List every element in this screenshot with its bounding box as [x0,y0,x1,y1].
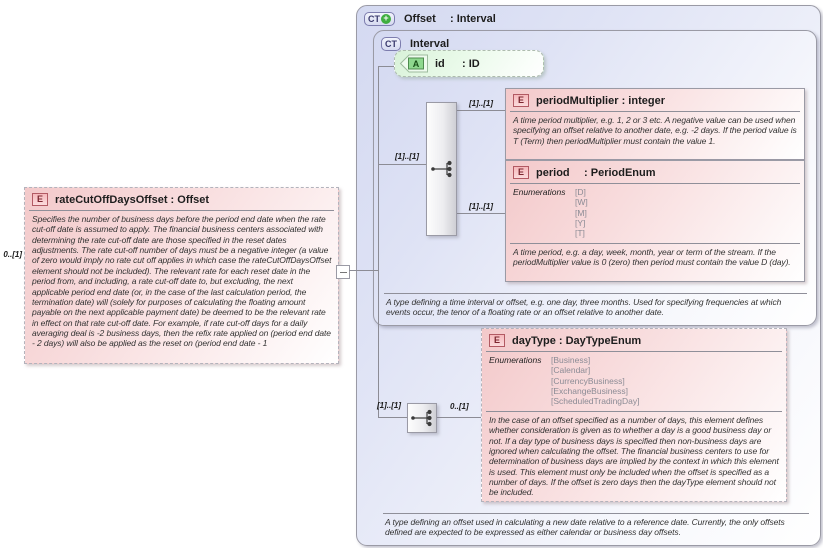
ratecutoff-title [55,194,209,206]
sequence-icon [410,408,434,428]
ratecutoff-description: Specifies the number of business days before the period end date when the rate cut-off date is assumed to apply. The financial business centers associated with determining the rate cut-off date are those specified in the reset dates adjustments. The rate cut-off number of days must be a negative integer (a value of zero would imply no rate cut off applies in which case the rateCutOffDaysOffset element should not be included). The relevant rate for each reset date in the period from, and including, a rate cut-off date to, but excluding, the next applicable period end date (or, in the case of the last calculation period, the termination date) will (solely for purposes of calculating the floating amount payable on the next applicable payment date) be deemed to be the relevant rate in effect on that rate cut-off date. For example, if rate cut-off days for a daily averaging deal is -2 business days, then the refix rate applied on (period end date - 2 days) will also be applied as the reset on (period end date - 1 [32,214,332,349]
offset-frame-header [364,12,496,26]
element-icon: E [513,166,529,179]
element-ratecutoffdaysoffset[interactable] [24,187,339,364]
enum-value: [W] [575,197,588,208]
complex-type-derived-icon [364,12,395,26]
ct-badge-label: CT [385,39,397,49]
offset-frame-title [404,13,496,25]
collapse-handle-icon[interactable] [336,265,350,279]
cardinality-label-sequence1: [1]..[1] [395,152,419,161]
attribute-icon [399,54,429,73]
enum-value: [ExchangeBusiness] [551,386,629,397]
period-enumerations [506,184,804,243]
daytype-type: : DayTypeEnum [558,334,642,347]
complex-type-icon [381,37,401,51]
enumeration-values [551,355,640,407]
enum-value: [T] [575,228,585,239]
element-period[interactable] [505,160,805,282]
element-icon: E [513,94,529,107]
interval-frame-header [381,37,449,51]
daytype-description: In the case of an offset specified as a number of days, this element defines whether consideration is given as to whether a day is a good business day or not. If a day type of business days is specified then non-business days are ignored when calculating the offset. The financial business centers to use for determination of business days are implied by the context in which this element is used. This element must only be included when the offset is specified as a number of days. If the offset is zero days then the dayType element should not be included. [489,414,779,498]
enum-value: [CurrencyBusiness] [551,375,625,386]
enum-value: [M] [575,207,587,218]
connector-line [379,164,426,165]
element-periodmultiplier[interactable] [505,88,805,160]
element-daytype[interactable] [481,328,787,502]
cardinality-label-periodmultiplier: [1]..[1] [469,99,493,108]
sequence-compositor[interactable] [407,403,437,433]
periodmultiplier-header [506,89,804,111]
cardinality-label-sequence2: [1]..[1] [377,401,401,410]
sequence-compositor[interactable] [426,102,457,236]
id-type: : ID [462,57,480,70]
connector-line [456,213,505,214]
interval-frame-title: Interval [410,38,450,50]
periodmultiplier-type: : integer [621,94,665,107]
id-attribute-title [435,58,480,70]
attribute-badge-label: A [412,59,420,69]
cardinality-label-period: [1]..[1] [469,202,493,211]
ct-badge-label: CT [368,14,380,24]
enum-value: [ScheduledTradingDay] [551,396,640,407]
period-type: : PeriodEnum [584,166,656,179]
connector-line [378,66,379,418]
interval-frame-description: A type defining a time interval or offset, e.g. one day, three months. Used for specifying frequencies at which events occur, the tenor of a floating rate or an offset relative to another date. [384,293,807,318]
periodmultiplier-name: periodMultiplier [536,94,619,107]
ratecutoff-name: rateCutOffDaysOffset [55,193,168,206]
enum-value: [Calendar] [551,365,591,376]
element-icon: E [489,334,505,347]
cardinality-label-ratecutoff: 0..[1] [3,250,22,259]
periodmultiplier-description: A time period multiplier, e.g. 1, 2 or 3 etc. A negative value can be used when specifying an offset relative to another date, e.g. -2 days. If the period value is T (Term) then periodMultiplier must contain the value 1. [513,115,797,146]
enumeration-values [575,187,588,239]
sequence-icon [430,159,454,179]
enumerations-label: Enumerations [489,355,542,365]
element-icon: E [32,193,48,206]
connector-line [456,110,505,111]
ratecutoff-type: : Offset [170,193,210,206]
connector-line [436,417,481,418]
enum-value: [Business] [551,355,591,365]
plus-icon: + [381,14,391,24]
daytype-name: dayType [512,334,556,347]
enumerations-label: Enumerations [513,187,566,197]
connector-line [379,417,407,418]
period-name: period [536,166,570,179]
daytype-enumerations [482,352,786,411]
periodmultiplier-title [536,95,665,107]
id-name: id [435,57,445,70]
cardinality-label-daytype: 0..[1] [450,402,469,411]
offset-name: Offset [404,13,436,25]
offset-base-type: : Interval [450,13,496,25]
daytype-header [482,329,786,351]
offset-frame-description: A type defining an offset used in calculating a new date relative to a reference date. Currently, the only offsets defined are expected to be expressed as either calendar or business day offsets. [383,513,809,538]
period-title [536,167,656,179]
period-description: A time period, e.g. a day, week, month, year or term of the stream. If the periodMultiplier value is 0 (zero) then period must contain the value D (day). [513,246,791,268]
connector-line [349,270,378,271]
period-header [506,161,804,183]
ratecutoff-header [25,188,338,210]
enum-value: [Y] [575,218,586,229]
attribute-id[interactable] [394,50,544,77]
enum-value: [D] [575,187,586,197]
daytype-title [512,335,641,347]
